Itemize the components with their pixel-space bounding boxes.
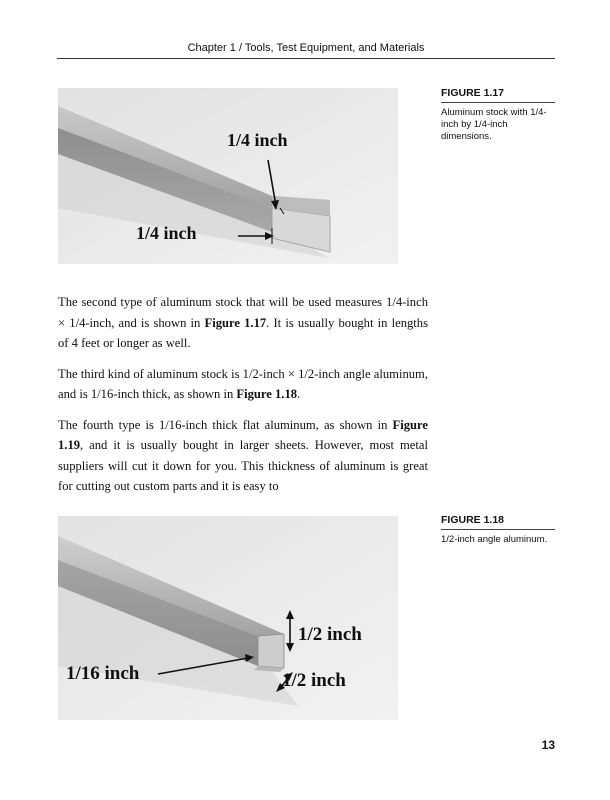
figure-1-18-reference: Figure 1.18: [236, 387, 298, 401]
figure-1-17-photo: [58, 88, 398, 264]
photo-label-width: 1/2 inch: [282, 670, 346, 691]
photo-label-thickness: 1/16 inch: [66, 663, 140, 684]
figure-1-18-photo: [58, 516, 398, 720]
header-rule: [57, 58, 555, 59]
photo-label-top: 1/4 inch: [227, 130, 288, 150]
figure-1-18-caption: 1/2-inch angle aluminum.: [441, 534, 548, 545]
photo-label-side: 1/4 inch: [136, 223, 197, 243]
figure-1-19-reference: Figure 1.19: [58, 417, 428, 452]
body-text: [58, 292, 428, 507]
figure-1-18-label: FIGURE 1.18: [441, 514, 555, 530]
photo-label-height: 1/2 inch: [298, 624, 362, 645]
figure-1-17-label: FIGURE 1.17: [441, 87, 555, 103]
page-number: 13: [541, 738, 555, 752]
paragraph-3: The fourth type is 1/16-inch thick flat aluminum, as shown in Figure 1.19, and it is usually bought in larger sheets. However, most metal suppliers will cut it down for you. This thickness of aluminum is great for cutting out custom parts and it is easy to: [58, 417, 428, 493]
figure-1-17-caption: Aluminum stock with 1/4-inch by 1/4-inch dimensions.: [441, 107, 547, 142]
running-head: Chapter 1 / Tools, Test Equipment, and Materials: [187, 42, 425, 54]
paragraph-2: The third kind of aluminum stock is 1/2-inch × 1/2-inch angle aluminum, and is 1/16-inch thick, as shown in Figure 1.18.: [58, 366, 428, 401]
figure-1-17-reference: Figure 1.17: [204, 315, 267, 330]
paragraph-1: The second type of aluminum stock that will be used measures 1/4-inch × 1/4-inch, and is shown in Figure 1.17. It is usually bought in lengths of 4 feet or longer as well.: [58, 295, 428, 350]
